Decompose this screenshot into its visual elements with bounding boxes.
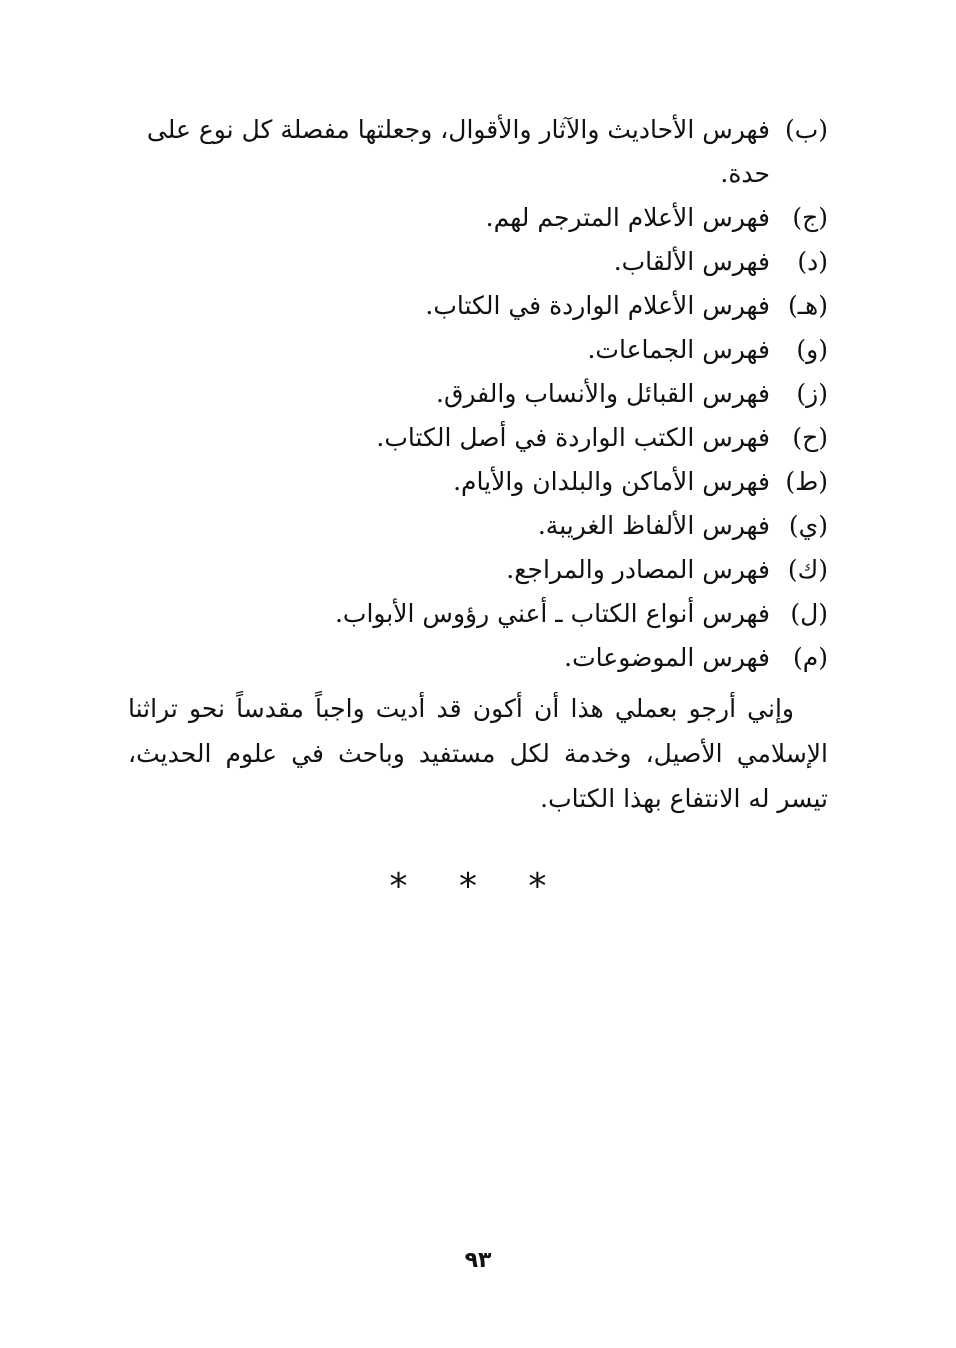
list-item [128,240,828,284]
list-item-text: فهرس المصادر والمراجع. [506,555,770,584]
list-item [128,592,828,636]
list-item-marker: (د) [797,247,828,276]
list-item-text: فهرس أنواع الكتاب ـ أعني رؤوس الأبواب. [334,599,770,628]
section-separator: * * * [389,866,567,907]
list-item [128,108,828,196]
list-item-marker: (ب) [784,115,828,144]
list-item [128,416,828,460]
list-item [128,328,828,372]
list-item [128,372,828,416]
index-list [128,108,828,680]
list-item [128,460,828,504]
list-item-text: فهرس الجماعات. [587,335,770,364]
list-item [128,636,828,680]
list-item-marker: (ك) [787,555,828,584]
list-item-text: فهرس الأعلام الواردة في الكتاب. [425,291,770,320]
list-item-marker: (هـ) [787,291,828,320]
list-item-marker: (ج) [792,203,828,232]
list-item-text: فهرس الموضوعات. [564,643,770,672]
list-item-text: فهرس الأحاديث والآثار والأقوال، وجعلتها مفصلة كل نوع على حدة. [146,115,770,188]
list-item-text: فهرس الأماكن والبلدان والأيام. [453,467,770,496]
page-number: ٩٣ [464,1248,492,1273]
list-item-text: فهرس الألفاظ الغريبة. [537,511,770,540]
list-item-marker: (ل) [790,599,828,628]
list-item-marker: (ي) [788,511,828,540]
list-item-text: فهرس الألقاب. [613,247,770,276]
list-item [128,284,828,328]
list-item-marker: (و) [796,335,828,364]
list-item [128,504,828,548]
list-item-text: فهرس الأعلام المترجم لهم. [485,203,770,232]
list-item [128,196,828,240]
list-item-marker: (ح) [792,423,828,452]
list-item-marker: (م) [793,643,828,672]
list-item-text: فهرس القبائل والأنساب والفرق. [436,379,770,408]
list-item-marker: (ز) [796,379,828,408]
closing-paragraph: وإني أرجو بعملي هذا أن أكون قد أديت واجباً مقدساً نحو تراثنا الإسلامي الأصيل، وخدمة لكل مستفيد وباحث في علوم الحديث، تيسر له الانتفاع بهذا الكتاب. [128,694,828,813]
page-body [128,108,828,846]
list-item-marker: (ط) [785,467,828,496]
list-item [128,548,828,592]
list-item-text: فهرس الكتب الواردة في أصل الكتاب. [376,423,770,452]
